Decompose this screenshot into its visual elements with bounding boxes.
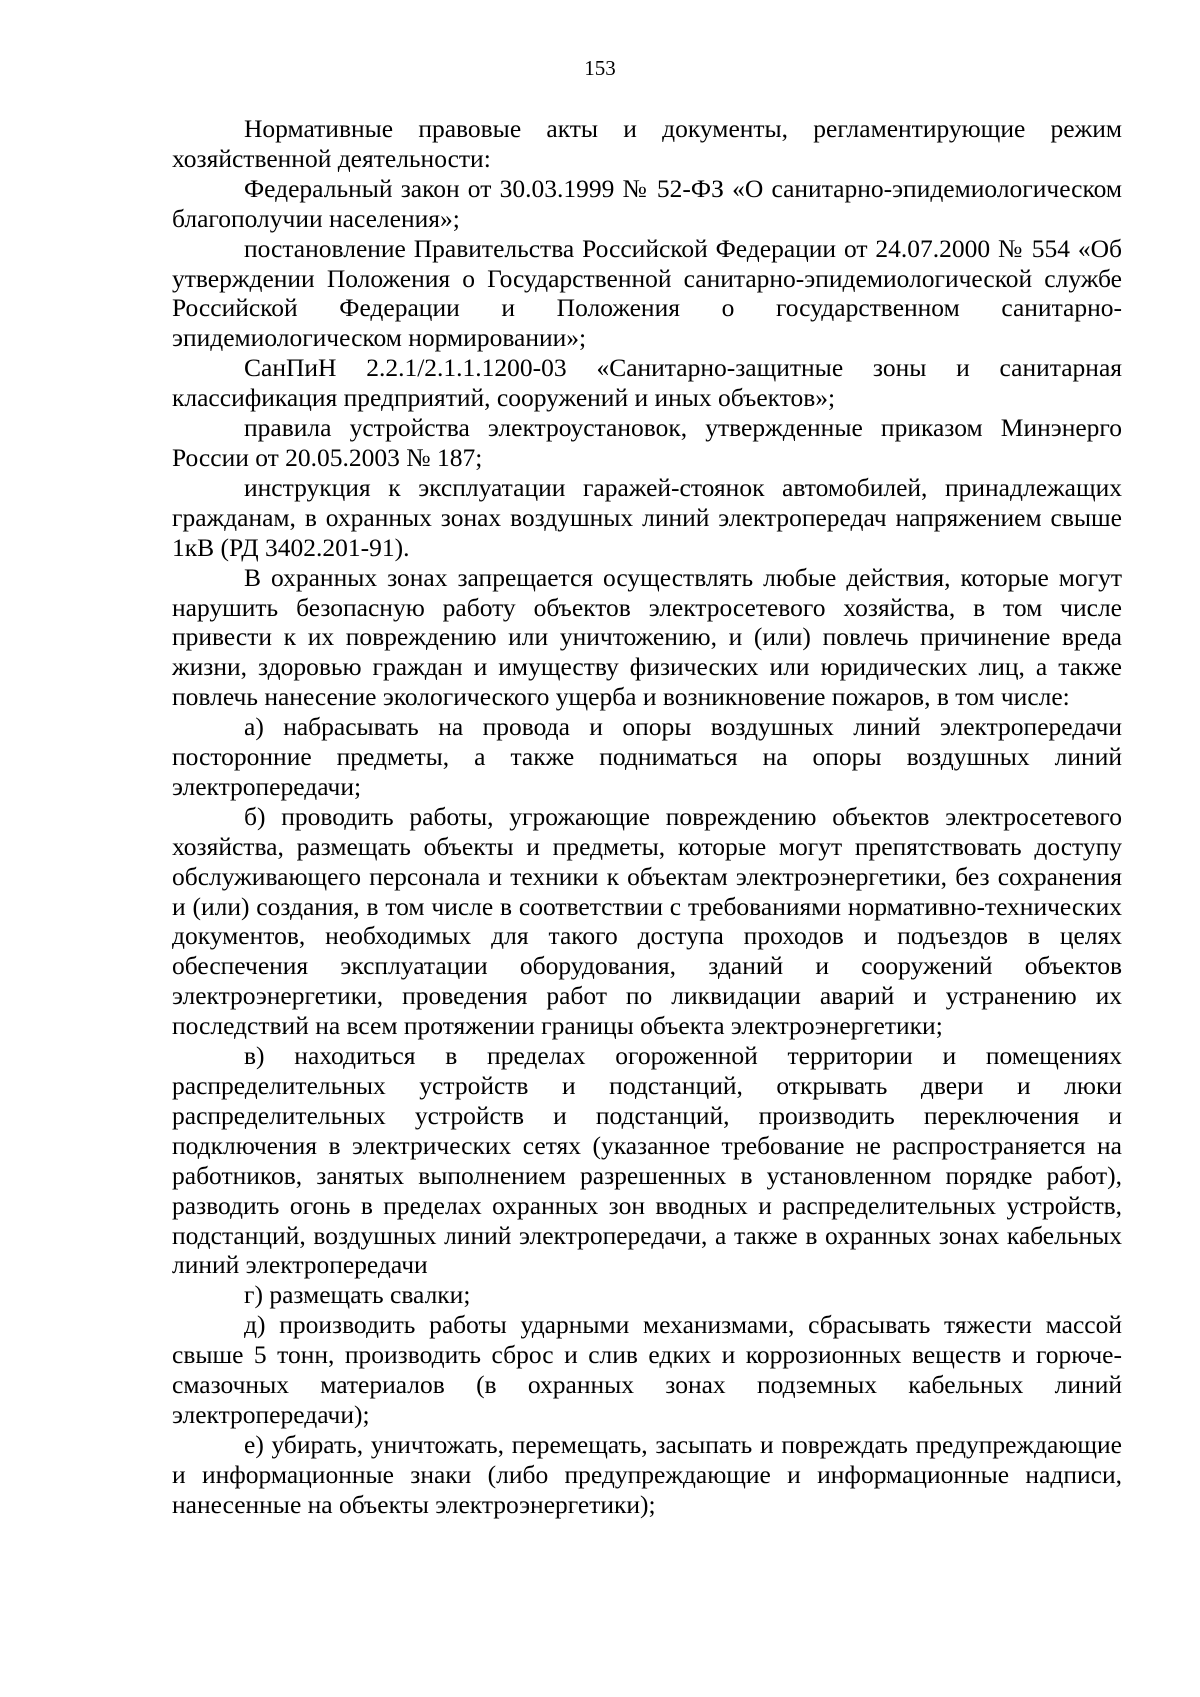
list-item-government-resolution: постановление Правительства Российской Федерации от 24.07.2000 № 554 «Об утверждении Положения о Государственной санитарно-эпидемиологической службе Российской Федерации и Положения о государственном санитарно-эпидемиологическом нормировании»; bbox=[172, 233, 1122, 353]
prohibition-item-a: а) набрасывать на провода и опоры воздушных линий электропередачи посторонние предметы, а также подниматься на опоры воздушных линий электропередачи; bbox=[172, 712, 1122, 801]
prohibition-item-d: д) производить работы ударными механизмами, сбрасывать тяжести массой свыше 5 тонн, производить сброс и слив едких и коррозионных веществ и горюче-смазочных материалов (в охранных зонах подземных кабельных линий электропередачи); bbox=[172, 1310, 1122, 1429]
prohibition-item-g: г) размещать свалки; bbox=[244, 1280, 471, 1310]
prohibitions-paragraph: В охранных зонах запрещается осуществлять любые действия, которые могут нарушить безопасную работу объектов электросетевого хозяйства, в том числе привести к их повреждению или уничтожению, и (или) повлечь причинение вреда жизни, здоровью граждан и имуществу физических или юридических лиц, а также повлечь нанесение экологического ущерба и возникновение пожаров, в том числе: bbox=[172, 562, 1122, 712]
prohibition-item-e: е) убирать, уничтожать, перемещать, засыпать и повреждать предупреждающие и информационные знаки (либо предупреждающие и информационные надписи, нанесенные на объекты электроэнергетики); bbox=[172, 1429, 1122, 1519]
list-item-sanpin: СанПиН 2.2.1/2.1.1.1200-03 «Санитарно-защитные зоны и санитарная классификация предприятий, сооружений и иных объектов»; bbox=[172, 353, 1122, 413]
list-item-garage-instruction: инструкция к эксплуатации гаражей-стоянок автомобилей, принадлежащих гражданам, в охранных зонах воздушных линий электропередач напряжением свыше 1кВ (РД 3402.201-91). bbox=[172, 472, 1122, 562]
list-item-federal-law: Федеральный закон от 30.03.1999 № 52-ФЗ «О санитарно-эпидемиологическом благополучии населения»; bbox=[172, 173, 1122, 233]
document-body bbox=[172, 114, 1122, 1520]
page-number: 153 bbox=[584, 56, 616, 80]
list-item-electrical-rules: правила устройства электроустановок, утвержденные приказом Минэнерго России от 20.05.2003 № 187; bbox=[172, 413, 1122, 472]
prohibition-item-b: б) проводить работы, угрожающие повреждению объектов электросетевого хозяйства, размещать объекты и предметы, которые могут препятствовать доступу обслуживающего персонала и техники к объектам электроэнергетики, без сохранения и (или) создания, в том числе в соответствии с требованиями нормативно-технических документов, необходимых для такого доступа проходов и подъездов в целях обеспечения эксплуатации оборудования, зданий и сооружений объектов электроэнергетики, проведения работ по ликвидации аварий и устранению их последствий на всем протяжении границы объекта электроэнергетики; bbox=[172, 801, 1122, 1041]
prohibition-item-v: в) находиться в пределах огороженной территории и помещениях распределительных устройств и подстанций, открывать двери и люки распределительных устройств и подстанций, производить переключения и подключения в электрических сетях (указанное требование не распространяется на работников, занятых выполнением разрешенных в установленном порядке работ), разводить огонь в пределах охранных зон вводных и распределительных устройств, подстанций, воздушных линий электропередачи, а также в охранных зонах кабельных линий электропередачи bbox=[172, 1041, 1122, 1280]
intro-paragraph: Нормативные правовые акты и документы, регламентирующие режим хозяйственной деятельности: bbox=[172, 114, 1122, 173]
